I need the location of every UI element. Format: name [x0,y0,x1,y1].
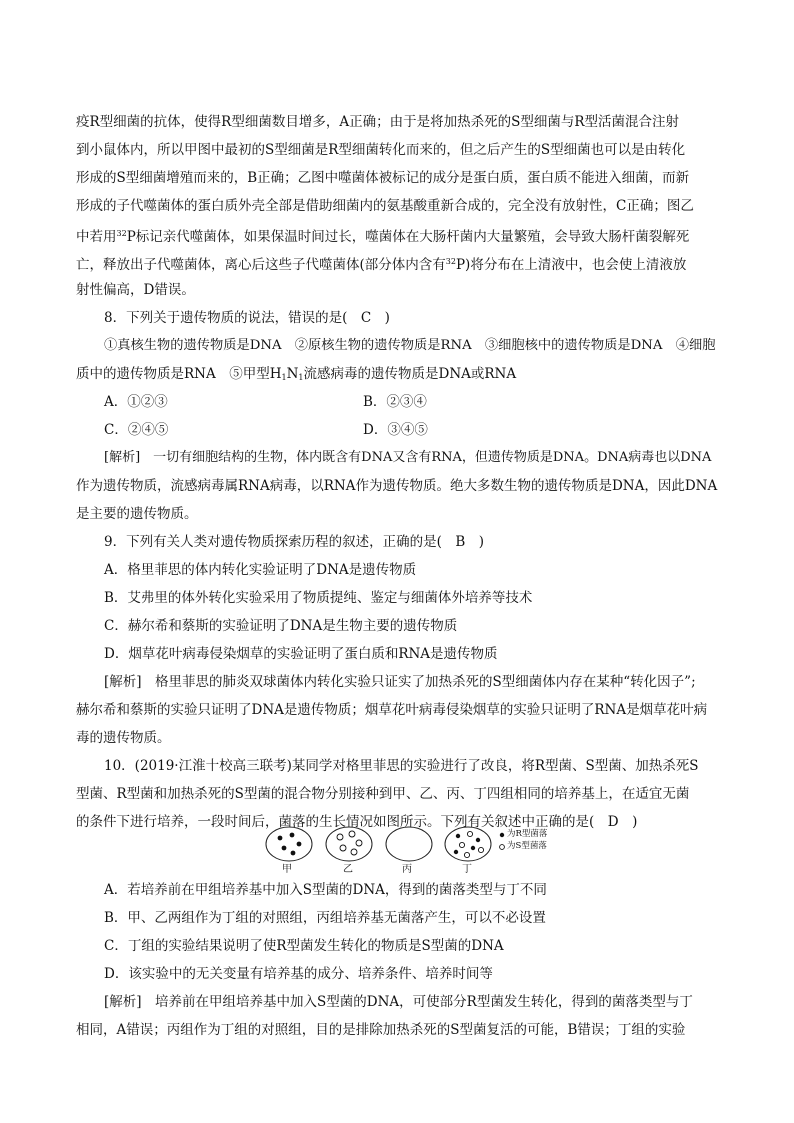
option-c: C．丁组的实验结果说明了使R型菌发生转化的物质是S型菌的DNA [104,938,504,954]
plate-label: 甲 [282,864,292,875]
analysis-line: [解析] 培养前在甲组培养基中加入S型菌的DNA，可使部分R型菌发生转化，得到的菌落类型与丁 [104,994,693,1010]
analysis-line: 形成的S型细菌增殖而来的，B正确；乙图中噬菌体被标记的成分是蛋白质，蛋白质不能进入细菌，而新 [76,170,690,186]
figure-legend [500,833,505,850]
question-8-items [76,364,720,388]
question-10-stem: 10．(2019·江淮十校高三联考)某同学对格里菲思的实验进行了改良，将R型菌、S型菌、加热杀死S [104,758,699,774]
legend-r-label: 为R型菌落 [507,829,548,839]
question-10-stem: 型菌、R型菌和加热杀死的S型菌的混合物分别接种到甲、乙、丙、丁四组相同的培养基上，在适宜无菌 [76,786,690,802]
analysis-line: 作为遗传物质，流感病毒属RNA病毒，以RNA作为遗传物质。绝大多数生物的遗传物质是DNA，因此DNA [76,478,718,494]
legend-s-label: 为S型菌落 [507,841,547,851]
option-b: B．②③④ [363,394,427,410]
analysis-line: [解析] 格里菲思的肺炎双球菌体内转化实验只证实了加热杀死的S型细菌体内存在某种“转化因子”; [104,674,696,690]
option-a: A．格里菲思的体内转化实验证明了DNA是遗传物质 [104,562,417,578]
text-span: 质中的遗传物质是RNA ⑤甲型H [76,366,282,382]
plate-ding [445,827,491,861]
plate-label: 乙 [343,864,353,875]
subscript-1: 1 [281,373,287,382]
analysis-line: [解析] 一切有细胞结构的生物，体内既含有DNA又含有RNA，但遗传物质是DNA。DNA病毒也以DNA [104,450,712,465]
option-c: C．赫尔希和蔡斯的实验证明了DNA是生物主要的遗传物质 [104,618,458,634]
plate-jia [266,827,312,861]
option-c: C．②④⑤ [104,422,169,438]
analysis-line: 到小鼠体内，所以甲图中最初的S型细菌是R型细菌转化而来的，但之后产生的S型细菌也可以是由转化 [76,142,686,158]
analysis-line: 相同，A错误；丙组作为丁组的对照组，目的是排除加热杀死的S型菌复活的可能，B错误；丁组的实验 [76,1022,686,1038]
option-b: B．艾弗里的体外转化实验采用了物质提纯、鉴定与细菌体外培养等技术 [104,590,533,606]
question-9-stem: 9．下列有关人类对遗传物质探索历程的叙述，正确的是( B ) [104,534,485,550]
superscript-32: 32 [445,257,456,266]
question-8-stem: 8．下列关于遗传物质的说法，错误的是( C ) [104,310,390,326]
text-span: N [286,366,299,382]
option-a: A．若培养前在甲组培养基中加入S型菌的DNA，得到的菌落类型与丁不同 [104,882,547,898]
plate-bing [386,827,432,861]
superscript-32: 32 [116,229,127,238]
analysis-line: 射性偏高，D错误。 [76,282,195,298]
option-b: B．甲、乙两组作为丁组的对照组，丙组培养基无菌落产生，可以不必设置 [104,910,546,926]
option-d: D．③④⑤ [363,422,428,438]
text-span: P)将分布在上清液中，也会使上清液放 [455,257,687,273]
question-8-items: ①真核生物的遗传物质是DNA ②原核生物的遗传物质是RNA ③细胞核中的遗传物质是DNA ④细胞 [104,338,716,353]
text-span: 亡，释放出子代噬菌体，离心后这些子代噬菌体(部分体内含有 [76,257,446,273]
option-d: D．烟草花叶病毒侵染烟草的实验证明了蛋白质和RNA是遗传物质 [104,646,498,662]
plate-label: 丙 [402,864,412,875]
analysis-line: 赫尔希和蔡斯的实验只证明了DNA是遗传物质；烟草花叶病毒侵染烟草的实验只证明了RNA是烟草花叶病 [76,702,708,718]
text-span: P标记亲代噬菌体，如果保温时间过长，噬菌体在大肠杆菌内大量繁殖，会导致大肠杆菌裂解死 [126,229,690,245]
subscript-1: 1 [298,373,304,382]
analysis-line [76,224,720,247]
option-d: D．该实验中的无关变量有培养基的成分、培养条件、培养时间等 [104,966,493,982]
question-10-stem: 的条件下进行培养，一段时间后，菌落的生长情况如图所示。下列有关叙述中正确的是( D ) [76,814,638,830]
option-a: A．①②③ [104,394,168,410]
analysis-line: 毒的遗传物质。 [76,730,171,746]
analysis-line: 是主要的遗传物质。 [76,506,198,522]
analysis-line: 形成的子代噬菌体的蛋白质外壳全部是借助细菌内的氨基酸重新合成的，完全没有放射性，C正确；图乙 [76,198,694,214]
analysis-line [76,252,720,275]
plate-label: 丁 [462,864,472,875]
analysis-line: 疫R型细菌的抗体，使得R型细菌数目增多，A正确；由于是将加热杀死的S型细菌与R型活菌混合注射 [76,114,679,130]
plate-yi [326,827,372,861]
text-span: 中若用 [76,229,117,245]
text-span: 流感病毒的遗传物质是DNA或RNA [303,366,517,382]
